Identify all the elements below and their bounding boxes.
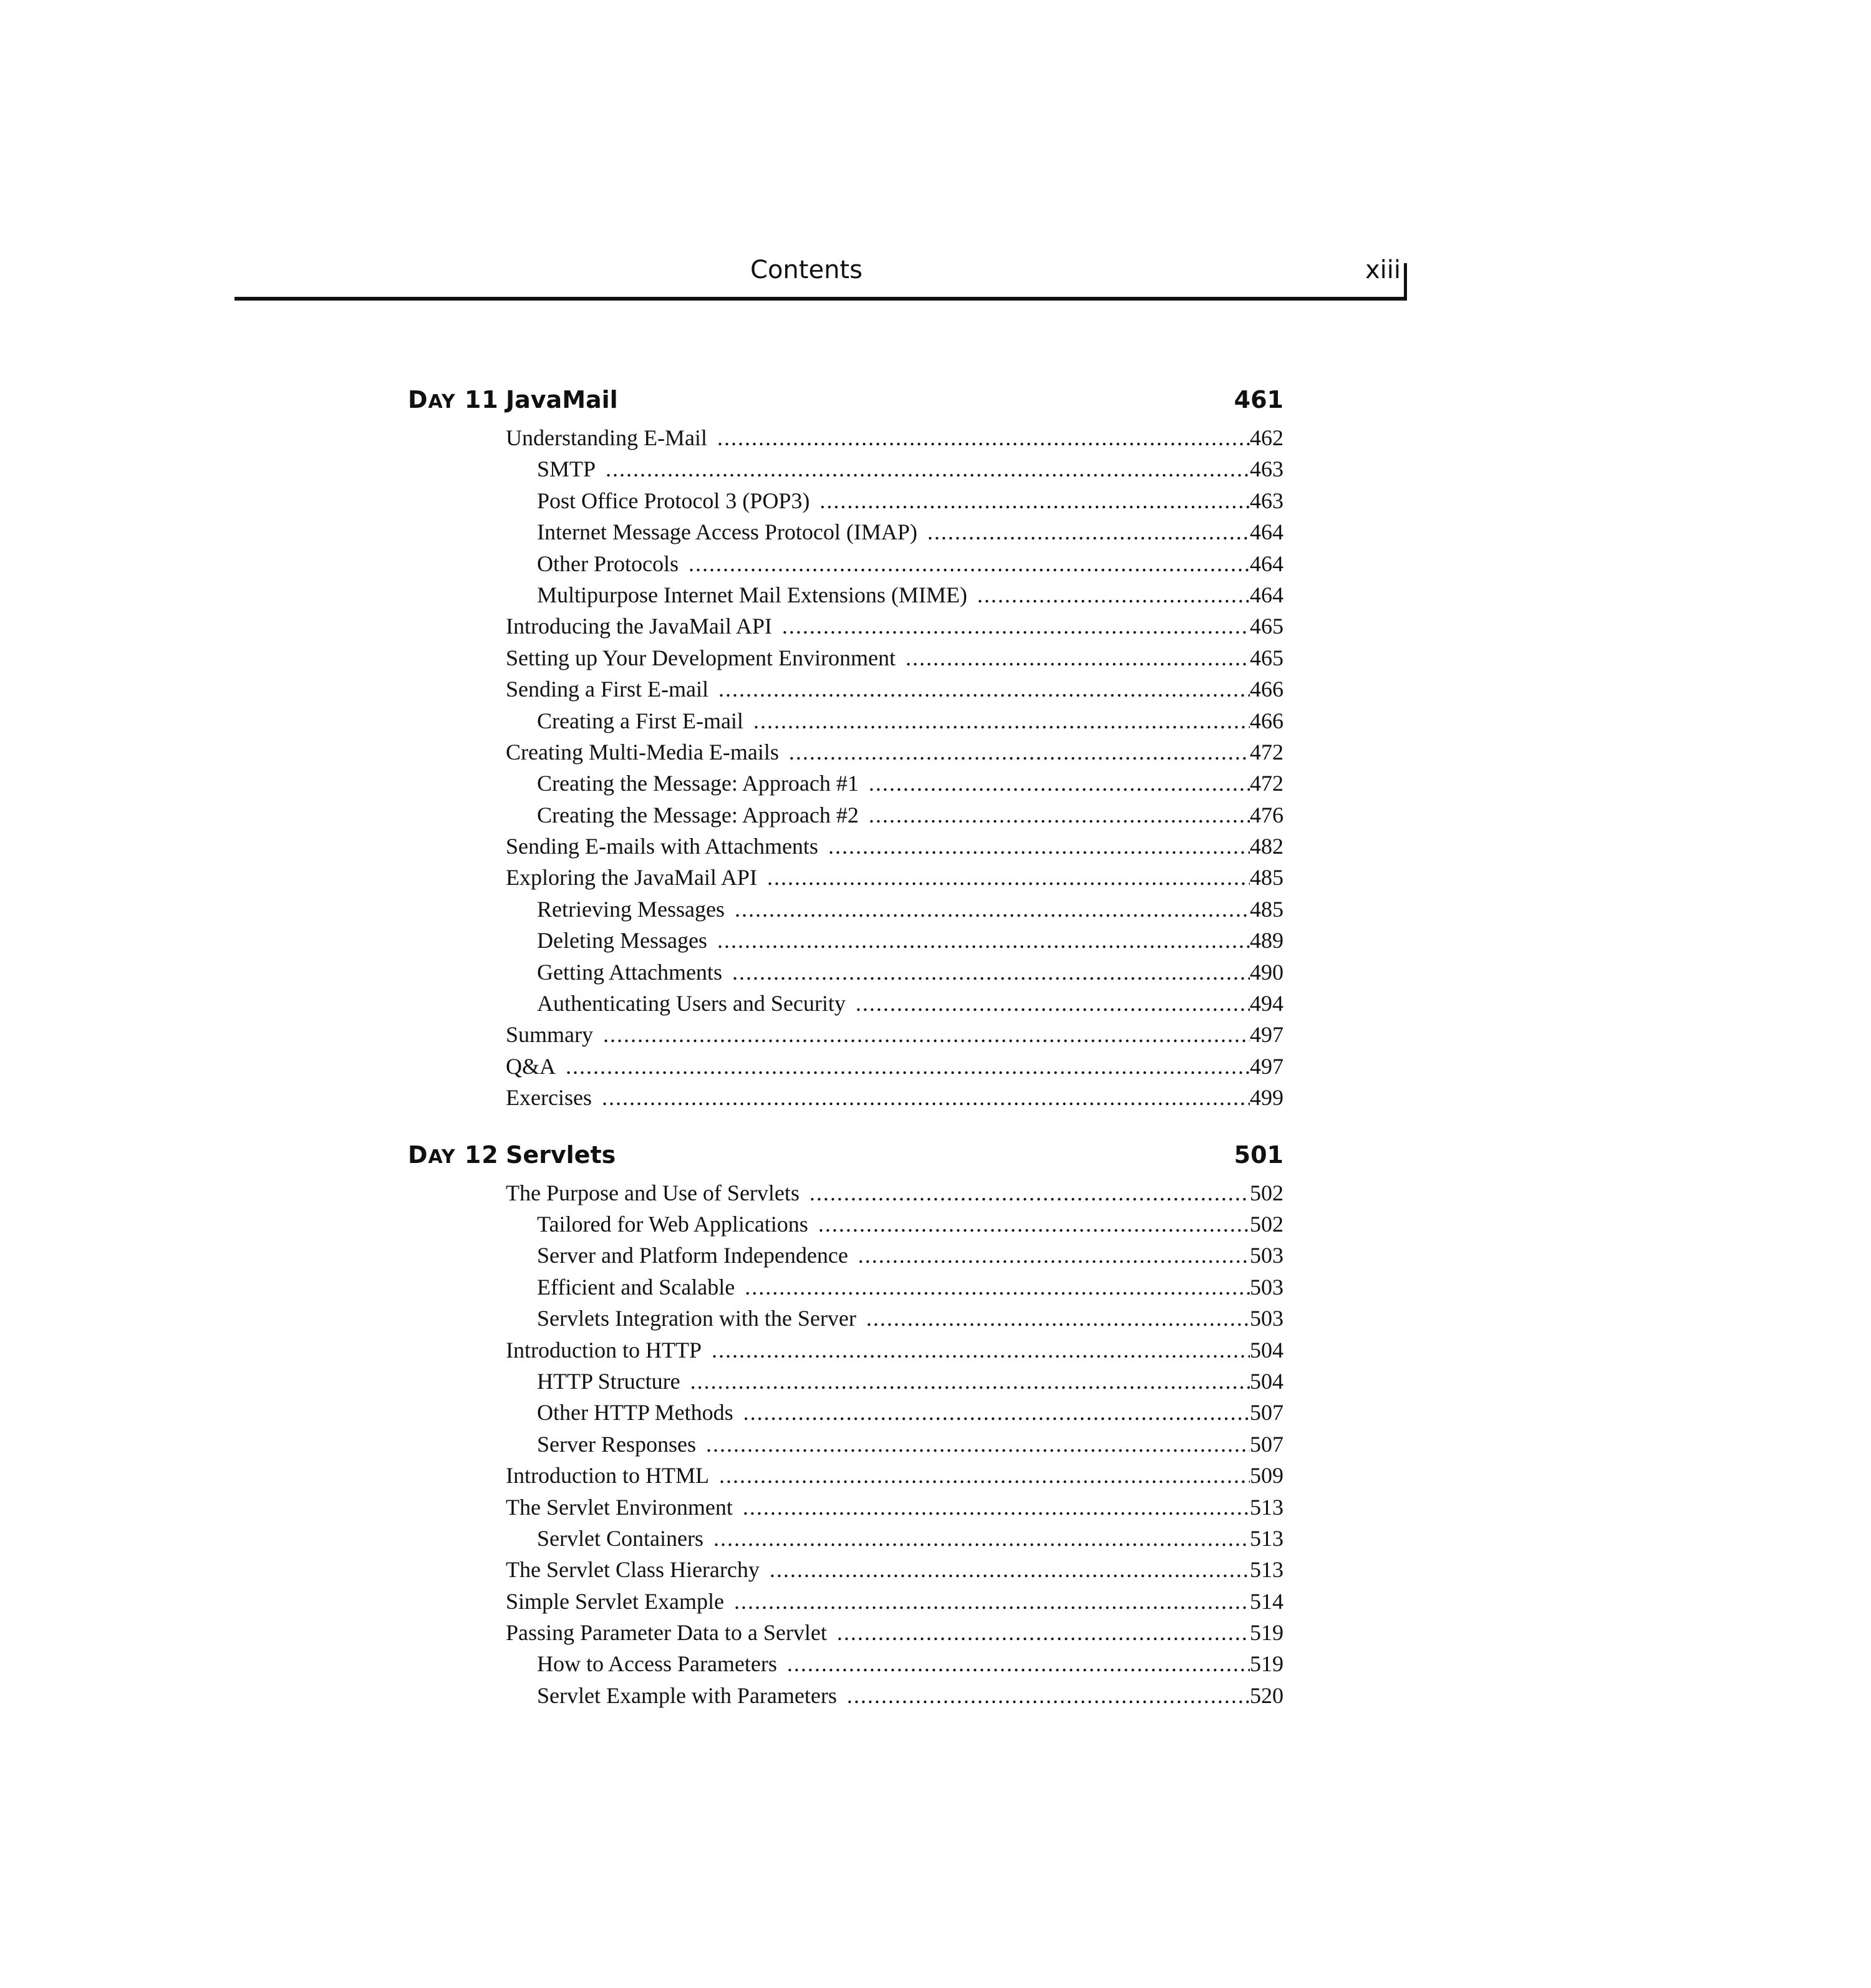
toc-entry-page-number: 494 — [1250, 991, 1284, 1016]
dot-leader — [869, 799, 1250, 831]
toc-entry-title: Efficient and Scalable — [537, 1274, 735, 1300]
toc-entry-list — [408, 1177, 1284, 1712]
toc-entry[interactable] — [537, 1523, 1284, 1554]
dot-leader — [858, 1240, 1250, 1271]
toc-entry-title: Q&A — [506, 1053, 556, 1079]
dot-leader — [767, 862, 1250, 893]
toc-entry[interactable] — [537, 957, 1284, 988]
toc-entry-title: Getting Attachments — [537, 959, 722, 985]
toc-entry[interactable] — [506, 673, 1284, 705]
toc-entry[interactable] — [537, 988, 1284, 1019]
dot-leader — [847, 1680, 1250, 1711]
toc-entry-title: Simple Servlet Example — [506, 1588, 724, 1614]
dot-leader — [735, 894, 1250, 925]
running-header — [234, 247, 1407, 301]
dot-leader — [818, 1209, 1250, 1240]
toc-entry-page-number: 499 — [1250, 1085, 1284, 1111]
toc-entry-title: Server Responses — [537, 1431, 696, 1457]
chapter-heading[interactable] — [408, 377, 1284, 422]
toc-entry-page-number: 485 — [1250, 896, 1284, 922]
toc-entry[interactable] — [537, 1429, 1284, 1460]
toc-entry-title: Tailored for Web Applications — [537, 1211, 808, 1237]
toc-entry-page-number: 464 — [1250, 519, 1284, 545]
toc-entry-page-number: 520 — [1250, 1682, 1284, 1708]
toc-entry[interactable] — [537, 579, 1284, 610]
chapter-page-number: 461 — [1234, 386, 1284, 413]
toc-entry-page-number: 462 — [1250, 425, 1284, 450]
day-label — [408, 377, 499, 425]
toc-entry-page-number: 464 — [1250, 551, 1284, 576]
toc-entry-title: Creating Multi-Media E-mails — [506, 739, 779, 765]
day-word-rest: AY — [428, 391, 456, 413]
toc-entry-title: Exercises — [506, 1085, 592, 1111]
dot-leader — [856, 988, 1250, 1019]
toc-entry-title: Retrieving Messages — [537, 896, 725, 922]
toc-entry[interactable] — [537, 925, 1284, 956]
toc-entry-title: The Purpose and Use of Servlets — [506, 1180, 800, 1205]
dot-leader — [770, 1554, 1250, 1585]
toc-entry-title: Server and Platform Independence — [537, 1243, 848, 1268]
toc-entry-page-number: 513 — [1250, 1557, 1284, 1583]
toc-entry-title: Passing Parameter Data to a Servlet — [506, 1620, 827, 1646]
toc-entry[interactable] — [537, 768, 1284, 799]
toc-entry-page-number: 507 — [1250, 1400, 1284, 1426]
dot-leader — [712, 1334, 1250, 1366]
toc-entry-page-number: 472 — [1250, 771, 1284, 796]
toc-entry[interactable] — [537, 1366, 1284, 1397]
toc-entry-page-number: 504 — [1250, 1337, 1284, 1363]
toc-entry-page-number: 503 — [1250, 1274, 1284, 1300]
header-rule-tick — [1404, 263, 1407, 299]
toc-entry-page-number: 490 — [1250, 959, 1284, 985]
dot-leader — [732, 957, 1250, 988]
toc-entry[interactable] — [506, 1492, 1284, 1523]
dot-leader — [906, 642, 1250, 673]
dot-leader — [606, 453, 1250, 485]
toc-entry[interactable] — [506, 1177, 1284, 1209]
toc-entry-title: SMTP — [537, 456, 596, 482]
toc-entry-page-number: 519 — [1250, 1651, 1284, 1677]
toc-entry[interactable] — [506, 610, 1284, 642]
toc-entry-page-number: 466 — [1250, 708, 1284, 733]
toc-entry-page-number: 489 — [1250, 928, 1284, 953]
toc-entry-page-number: 465 — [1250, 614, 1284, 639]
toc-entry-title: Creating the Message: Approach #2 — [537, 802, 859, 828]
toc-entry-title: Sending E-mails with Attachments — [506, 834, 818, 859]
dot-leader — [789, 736, 1250, 768]
toc-entry-title: HTTP Structure — [537, 1368, 680, 1394]
dot-leader — [566, 1051, 1250, 1082]
toc-entry[interactable] — [506, 1082, 1284, 1113]
table-of-contents — [408, 377, 1284, 1711]
toc-entry-page-number: 504 — [1250, 1368, 1284, 1394]
toc-entry[interactable] — [506, 1334, 1284, 1366]
dot-leader — [819, 485, 1250, 516]
toc-entry[interactable] — [506, 1554, 1284, 1585]
dot-leader — [745, 1271, 1250, 1303]
chapter-heading[interactable] — [408, 1132, 1284, 1177]
day-word-initial: D — [408, 1141, 428, 1169]
dot-leader — [977, 579, 1250, 610]
dot-leader — [602, 1082, 1250, 1113]
chapter-title: JavaMail — [506, 386, 618, 413]
toc-entry-title: Sending a First E-mail — [506, 677, 708, 702]
toc-entry-title: Servlet Containers — [537, 1525, 703, 1551]
toc-entry[interactable] — [506, 1051, 1284, 1082]
toc-entry-list — [408, 422, 1284, 1114]
toc-entry-page-number: 503 — [1250, 1243, 1284, 1268]
toc-entry[interactable] — [537, 1209, 1284, 1240]
toc-entry[interactable] — [537, 516, 1284, 548]
toc-entry-page-number: 463 — [1250, 488, 1284, 513]
toc-entry[interactable] — [506, 1617, 1284, 1648]
toc-entry-page-number: 497 — [1250, 1053, 1284, 1079]
toc-entry-page-number: 507 — [1250, 1431, 1284, 1457]
chapter-title: Servlets — [506, 1141, 616, 1169]
dot-leader — [869, 768, 1250, 799]
toc-entry-title: Authenticating Users and Security — [537, 991, 846, 1016]
toc-entry-page-number: 513 — [1250, 1525, 1284, 1551]
dot-leader — [603, 1019, 1250, 1050]
toc-entry[interactable] — [506, 831, 1284, 862]
toc-entry[interactable] — [506, 736, 1284, 768]
dot-leader — [689, 548, 1250, 579]
dot-leader — [719, 1460, 1250, 1491]
toc-entry-title: Exploring the JavaMail API — [506, 865, 757, 890]
toc-entry-title: Other HTTP Methods — [537, 1400, 733, 1426]
toc-entry-page-number: 503 — [1250, 1306, 1284, 1331]
toc-entry[interactable] — [506, 1460, 1284, 1491]
toc-entry-title: Servlet Example with Parameters — [537, 1682, 837, 1708]
toc-entry-page-number: 464 — [1250, 582, 1284, 607]
toc-entry-title: How to Access Parameters — [537, 1651, 777, 1677]
dot-leader — [782, 610, 1250, 642]
toc-entry-title: Understanding E-Mail — [506, 425, 707, 450]
day-word-initial: D — [408, 386, 428, 413]
dot-leader — [743, 1397, 1250, 1428]
toc-entry-page-number: 519 — [1250, 1620, 1284, 1646]
toc-entry-page-number: 465 — [1250, 645, 1284, 670]
dot-leader — [706, 1429, 1250, 1460]
toc-entry-page-number: 514 — [1250, 1588, 1284, 1614]
dot-leader — [810, 1177, 1250, 1209]
toc-chapter-day-11 — [408, 377, 1284, 1114]
toc-entry-title: Creating the Message: Approach #1 — [537, 771, 859, 796]
dot-leader — [717, 925, 1250, 956]
header-title: Contents — [750, 256, 863, 284]
toc-entry-page-number: 482 — [1250, 834, 1284, 859]
toc-entry[interactable] — [537, 799, 1284, 831]
toc-entry[interactable] — [506, 1019, 1284, 1050]
toc-chapter-day-12 — [408, 1132, 1284, 1712]
toc-entry-title: Introduction to HTML — [506, 1463, 709, 1489]
toc-entry[interactable] — [537, 548, 1284, 579]
toc-entry-title: Other Protocols — [537, 551, 679, 576]
toc-entry[interactable] — [537, 453, 1284, 485]
toc-entry[interactable] — [537, 1680, 1284, 1711]
dot-leader — [787, 1648, 1250, 1679]
day-number: 11 — [464, 386, 499, 413]
dot-leader — [743, 1492, 1250, 1523]
toc-entry-page-number: 466 — [1250, 677, 1284, 702]
toc-entry-page-number: 502 — [1250, 1180, 1284, 1205]
toc-entry-title: Summary — [506, 1022, 593, 1048]
toc-entry-title: Post Office Protocol 3 (POP3) — [537, 488, 810, 513]
dot-leader — [753, 705, 1250, 736]
chapter-page-number: 501 — [1234, 1141, 1284, 1169]
dot-leader — [713, 1523, 1250, 1554]
toc-entry[interactable] — [537, 1397, 1284, 1428]
dot-leader — [734, 1586, 1250, 1617]
toc-entry[interactable] — [506, 862, 1284, 893]
toc-entry[interactable] — [537, 894, 1284, 925]
toc-entry[interactable] — [537, 705, 1284, 736]
day-word-rest: AY — [428, 1146, 456, 1168]
toc-entry-page-number: 476 — [1250, 802, 1284, 828]
toc-entry-title: Multipurpose Internet Mail Extensions (MIME) — [537, 582, 967, 607]
toc-entry[interactable] — [506, 422, 1284, 453]
toc-entry-title: Deleting Messages — [537, 928, 707, 953]
toc-entry-title: Introducing the JavaMail API — [506, 614, 772, 639]
toc-entry[interactable] — [537, 1240, 1284, 1271]
dot-leader — [837, 1617, 1250, 1648]
toc-entry-title: Servlets Integration with the Server — [537, 1306, 856, 1331]
day-label — [408, 1132, 499, 1180]
header-page-number: xiii — [1365, 256, 1401, 284]
dot-leader — [717, 422, 1250, 453]
toc-entry[interactable] — [537, 485, 1284, 516]
toc-entry[interactable] — [537, 1271, 1284, 1303]
dot-leader — [828, 831, 1250, 862]
day-number: 12 — [464, 1141, 499, 1169]
dot-leader — [927, 516, 1250, 548]
toc-entry-page-number: 463 — [1250, 456, 1284, 482]
toc-entry-page-number: 509 — [1250, 1463, 1284, 1489]
toc-entry[interactable] — [537, 1303, 1284, 1334]
toc-entry-title: The Servlet Class Hierarchy — [506, 1557, 760, 1583]
dot-leader — [718, 673, 1250, 705]
toc-entry-page-number: 502 — [1250, 1211, 1284, 1237]
toc-entry-page-number: 472 — [1250, 739, 1284, 765]
toc-entry-page-number: 513 — [1250, 1494, 1284, 1520]
toc-entry-title: Creating a First E-mail — [537, 708, 743, 733]
toc-entry[interactable] — [506, 1586, 1284, 1617]
toc-entry-title: Introduction to HTTP — [506, 1337, 702, 1363]
toc-entry[interactable] — [506, 642, 1284, 673]
toc-entry[interactable] — [537, 1648, 1284, 1679]
toc-entry-page-number: 497 — [1250, 1022, 1284, 1048]
toc-entry-title: Internet Message Access Protocol (IMAP) — [537, 519, 917, 545]
toc-entry-title: Setting up Your Development Environment — [506, 645, 896, 670]
dot-leader — [866, 1303, 1250, 1334]
toc-entry-title: The Servlet Environment — [506, 1494, 733, 1520]
toc-entry-page-number: 485 — [1250, 865, 1284, 890]
dot-leader — [690, 1366, 1250, 1397]
